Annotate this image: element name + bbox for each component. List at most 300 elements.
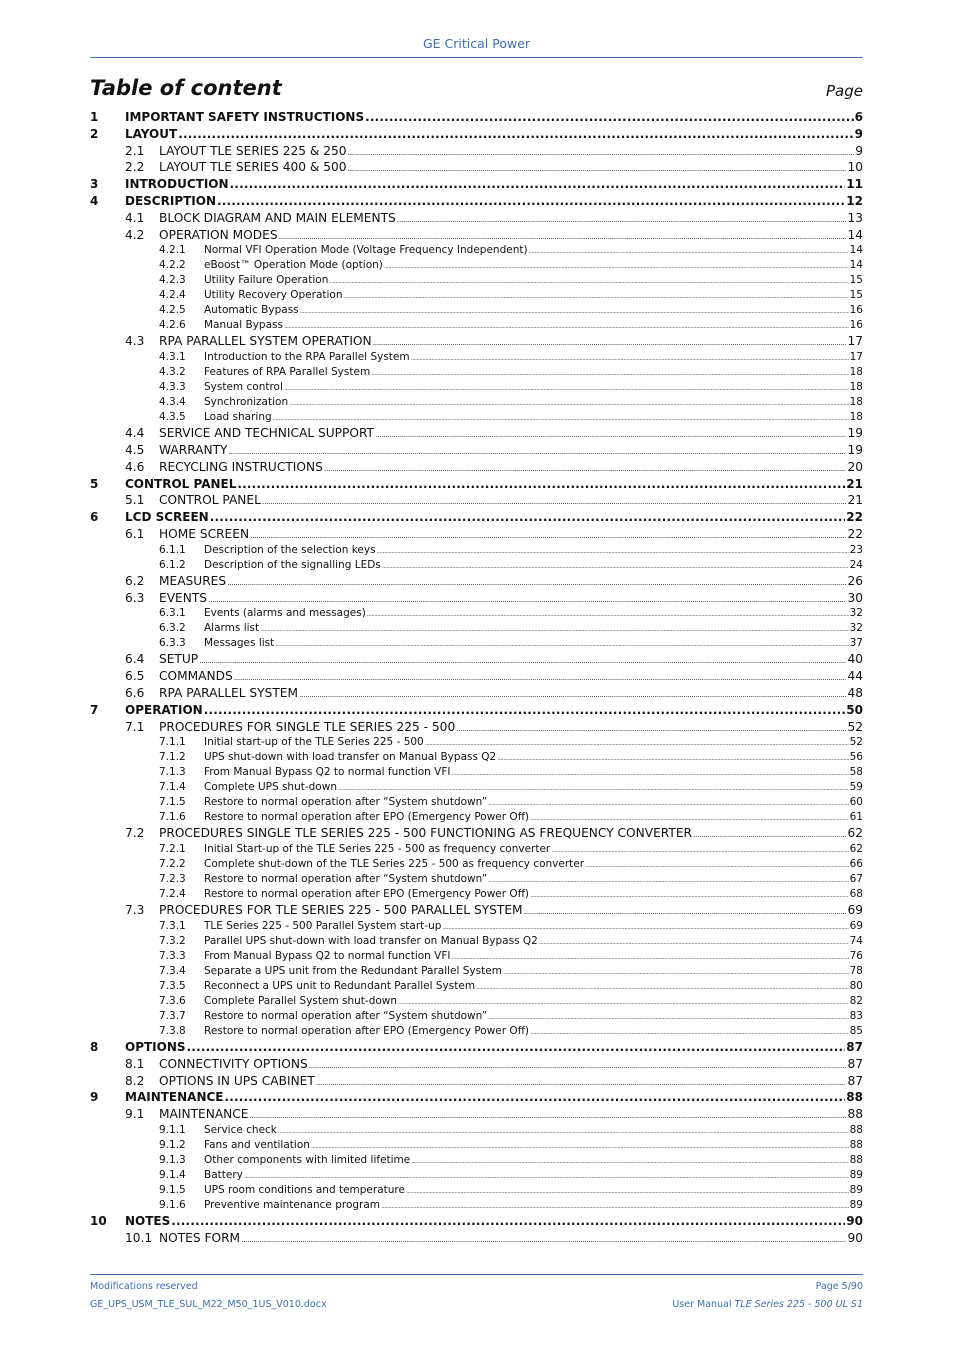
toc-entry-2-1[interactable]: [90, 143, 863, 160]
toc-entry-page: 21: [846, 476, 863, 491]
toc-entry-5-1[interactable]: [90, 492, 863, 509]
toc-entry-number: 4.2.5: [159, 304, 186, 317]
toc-entry-7-1-4[interactable]: [90, 780, 863, 795]
toc-entry-7-3-3[interactable]: [90, 949, 863, 964]
toc-dot-leader: [411, 1154, 848, 1169]
toc-entry-page: 9: [854, 126, 863, 141]
table-of-contents: [90, 109, 863, 1247]
toc-entry-9-1-2[interactable]: [90, 1138, 863, 1153]
toc-entry-4-3-1[interactable]: [90, 350, 863, 365]
toc-entry-page: 60: [849, 796, 863, 809]
toc-dot-leader: [451, 950, 848, 965]
toc-entry-7-1-6[interactable]: [90, 810, 863, 825]
toc-entry-4-2-1[interactable]: [90, 243, 863, 258]
toc-entry-page: 87: [846, 1039, 863, 1054]
toc-entry-7-1-2[interactable]: [90, 750, 863, 765]
toc-entry-number: 4.3.2: [159, 366, 186, 379]
toc-entry-number: 8.2: [125, 1073, 145, 1088]
toc-dot-leader: [529, 244, 849, 259]
toc-entry-number: 2.1: [125, 143, 145, 158]
toc-entry-9-1-4[interactable]: [90, 1168, 863, 1183]
toc-entry-page: 15: [849, 289, 863, 302]
toc-entry-title: CONNECTIVITY OPTIONS: [159, 1056, 308, 1071]
toc-entry-number: 2.2: [125, 160, 145, 175]
toc-entry-number: 4: [90, 193, 99, 208]
toc-entry-4-2-6[interactable]: [90, 318, 863, 333]
toc-dot-leader: [382, 559, 849, 574]
toc-entry-title: Restore to normal operation after EPO (Emergency Power Off): [204, 888, 530, 901]
toc-entry-title: OPERATION MODES: [159, 227, 278, 242]
toc-dot-leader: [411, 351, 849, 366]
toc-entry-7-3-8[interactable]: [90, 1024, 863, 1039]
toc-entry-title: IMPORTANT SAFETY INSTRUCTIONS: [125, 110, 365, 124]
toc-entry-number: 9.1: [125, 1107, 145, 1122]
toc-entry-4-3-2[interactable]: [90, 365, 863, 380]
toc-entry-7-1-5[interactable]: [90, 795, 863, 810]
toc-entry-number: 8: [90, 1039, 99, 1054]
toc-entry-10[interactable]: [90, 1213, 863, 1230]
toc-entry-number: 7.3.7: [159, 1009, 186, 1022]
toc-entry-page: 16: [849, 304, 863, 317]
toc-entry-9-1-1[interactable]: [90, 1123, 863, 1138]
toc-entry-title: System control: [204, 381, 283, 394]
toc-entry-number: 6.1: [125, 526, 145, 541]
footer-manual-title: [672, 1299, 863, 1310]
footer-manual-prefix: User Manual: [672, 1299, 735, 1310]
toc-entry-page: 22: [846, 510, 863, 525]
toc-entry-number: 5: [90, 476, 99, 491]
toc-entry-page: 16: [849, 319, 863, 332]
toc-entry-page: 40: [847, 652, 863, 667]
toc-entry-title: MAINTENANCE: [159, 1107, 249, 1122]
toc-entry-7-1[interactable]: [90, 719, 863, 736]
toc-entry-7-1-3[interactable]: [90, 765, 863, 780]
toc-entry-3[interactable]: [90, 176, 863, 193]
page-header: [90, 36, 863, 51]
toc-entry-page: 62: [847, 826, 863, 841]
toc-entry-7-3[interactable]: [90, 902, 863, 919]
toc-entry-number: 7.1.4: [159, 781, 186, 794]
toc-dot-leader: [289, 396, 849, 411]
toc-entry-number: 6.3.1: [159, 607, 186, 620]
toc-entry-page: 90: [846, 1213, 863, 1228]
toc-entry-title: Restore to normal operation after EPO (Emergency Power Off): [204, 1024, 530, 1037]
toc-entry-page: 32: [849, 607, 863, 620]
toc-entry-6-4[interactable]: [90, 651, 863, 668]
toc-entry-title: NOTES: [125, 1213, 171, 1228]
toc-entry-title: Events (alarms and messages): [204, 607, 366, 620]
toc-entry-4-2-2[interactable]: [90, 258, 863, 273]
toc-entry-4[interactable]: [90, 193, 863, 210]
toc-dot-leader: [497, 751, 848, 766]
toc-entry-number: 9.1.4: [159, 1168, 186, 1181]
toc-entry-page: 24: [849, 558, 863, 571]
toc-entry-page: 9: [855, 143, 863, 158]
footer-filename: GE_UPS_USM_TLE_SUL_M22_M50_1US_V010.docx: [90, 1299, 327, 1310]
toc-entry-6-5[interactable]: [90, 668, 863, 685]
toc-dot-leader: [365, 109, 854, 126]
toc-entry-number: 4.4: [125, 426, 145, 441]
toc-entry-number: 7.2.3: [159, 873, 186, 886]
toc-entry-title: RECYCLING INSTRUCTIONS: [159, 459, 323, 474]
toc-entry-number: 7.3.5: [159, 979, 186, 992]
toc-entry-title: Preventive maintenance program: [204, 1198, 381, 1211]
toc-entry-title: CONTROL PANEL: [125, 476, 237, 491]
toc-entry-title: HOME SCREEN: [159, 526, 250, 541]
toc-entry-page: 13: [847, 210, 863, 225]
toc-entry-7[interactable]: [90, 702, 863, 719]
toc-entry-title: PROCEDURES FOR SINGLE TLE SERIES 225 - 500: [159, 719, 456, 734]
toc-entry-title: Initial start-up of the TLE Series 225 - 500: [204, 736, 424, 749]
toc-entry-title: Features of RPA Parallel System: [204, 366, 371, 379]
toc-entry-page: 67: [849, 873, 863, 886]
toc-entry-2-2[interactable]: [90, 159, 863, 176]
toc-entry-title: MEASURES: [159, 573, 227, 588]
toc-entry-number: 7.3.2: [159, 934, 186, 947]
toc-entry-title: Complete Parallel System shut-down: [204, 994, 398, 1007]
toc-dot-leader: [241, 1232, 846, 1249]
toc-entry-title: Initial Start-up of the TLE Series 225 - 500 as frequency converter: [204, 843, 551, 856]
toc-dot-leader: [539, 935, 849, 950]
toc-entry-title: EVENTS: [159, 590, 208, 605]
toc-entry-4-3-4[interactable]: [90, 395, 863, 410]
toc-entry-7-3-7[interactable]: [90, 1009, 863, 1024]
toc-entry-title: Alarms list: [204, 622, 260, 635]
toc-entry-number: 7.1.5: [159, 796, 186, 809]
toc-dot-leader: [551, 843, 848, 858]
toc-entry-title: Service check: [204, 1123, 277, 1136]
toc-title: Table of content: [90, 76, 282, 100]
toc-entry-title: OPERATION: [125, 702, 203, 717]
toc-entry-6-3-1[interactable]: [90, 606, 863, 621]
toc-entry-number: 4.2.3: [159, 274, 186, 287]
toc-dot-leader: [530, 1025, 849, 1040]
toc-entry-8-1[interactable]: [90, 1056, 863, 1073]
toc-entry-title: Restore to normal operation after EPO (Emergency Power Off): [204, 811, 530, 824]
toc-entry-number: 9.1.5: [159, 1183, 186, 1196]
toc-entry-title: Battery: [204, 1168, 243, 1181]
toc-entry-title: LAYOUT TLE SERIES 400 & 500: [159, 160, 347, 175]
footer-page-number: Page 5/90: [815, 1281, 863, 1292]
toc-entry-4-4[interactable]: [90, 425, 863, 442]
toc-entry-number: 7.3.1: [159, 919, 186, 932]
toc-entry-number: 7.3.4: [159, 964, 186, 977]
toc-dot-leader: [367, 607, 849, 622]
toc-entry-number: 6.1.2: [159, 558, 186, 571]
toc-entry-7-1-1[interactable]: [90, 735, 863, 750]
toc-entry-number: 6.3: [125, 590, 145, 605]
toc-entry-7-2-1[interactable]: [90, 842, 863, 857]
toc-entry-title: Utility Recovery Operation: [204, 289, 343, 302]
toc-entry-title: Description of the signalling LEDs: [204, 558, 381, 571]
toc-entry-title: COMMANDS: [159, 669, 233, 684]
toc-entry-4-3[interactable]: [90, 333, 863, 350]
toc-entry-page: 58: [849, 766, 863, 779]
toc-entry-title: Parallel UPS shut-down with load transfer on Manual Bypass Q2: [204, 934, 538, 947]
toc-entry-number: 6.3.2: [159, 622, 186, 635]
toc-entry-7-3-1[interactable]: [90, 919, 863, 934]
toc-entry-number: 10: [90, 1213, 107, 1228]
toc-dot-leader: [210, 509, 846, 526]
toc-entry-4-3-5[interactable]: [90, 410, 863, 425]
toc-dot-leader: [381, 1199, 849, 1214]
toc-entry-number: 6.5: [125, 669, 145, 684]
toc-entry-page: 56: [849, 751, 863, 764]
toc-dot-leader: [244, 1169, 849, 1184]
toc-dot-leader: [187, 1039, 846, 1056]
toc-entry-title: Restore to normal operation after “System shutdown”: [204, 873, 488, 886]
toc-entry-number: 7.1.6: [159, 811, 186, 824]
toc-entry-title: Synchronization: [204, 396, 289, 409]
toc-entry-page: 69: [849, 919, 863, 932]
toc-entry-number: 7: [90, 702, 99, 717]
toc-dot-leader: [338, 781, 849, 796]
toc-entry-number: 4.3: [125, 334, 145, 349]
toc-entry-title: RPA PARALLEL SYSTEM OPERATION: [159, 334, 372, 349]
toc-entry-number: 7.1: [125, 719, 145, 734]
toc-entry-8-2[interactable]: [90, 1073, 863, 1090]
toc-entry-4-6[interactable]: [90, 459, 863, 476]
toc-entry-page: 62: [849, 843, 863, 856]
toc-entry-title: Messages list: [204, 637, 275, 650]
toc-entry-title: LAYOUT TLE SERIES 225 & 250: [159, 143, 347, 158]
toc-entry-number: 6.2: [125, 573, 145, 588]
toc-entry-number: 9.1.6: [159, 1198, 186, 1211]
toc-entry-page: 26: [847, 573, 863, 588]
toc-entry-title: eBoost™ Operation Mode (option): [204, 259, 383, 272]
toc-entry-7-3-5[interactable]: [90, 979, 863, 994]
toc-entry-7-2[interactable]: [90, 825, 863, 842]
toc-entry-number: 2: [90, 126, 99, 141]
toc-entry-page: 52: [849, 736, 863, 749]
toc-entry-page: 87: [847, 1056, 863, 1071]
toc-entry-6-1[interactable]: [90, 526, 863, 543]
toc-entry-page: 68: [849, 888, 863, 901]
toc-entry-page: 83: [849, 1009, 863, 1022]
toc-entry-page: 20: [847, 459, 863, 474]
toc-entry-9-1[interactable]: [90, 1106, 863, 1123]
toc-entry-6-3[interactable]: [90, 590, 863, 607]
toc-entry-title: INTRODUCTION: [125, 177, 229, 192]
toc-entry-number: 4.3.5: [159, 411, 186, 424]
toc-entry-title: Manual Bypass: [204, 319, 283, 332]
toc-entry-4-2-5[interactable]: [90, 303, 863, 318]
toc-entry-page: 89: [849, 1183, 863, 1196]
toc-dot-leader: [425, 736, 849, 751]
toc-entry-4-5[interactable]: [90, 442, 863, 459]
toc-entry-page: 88: [847, 1107, 863, 1122]
toc-entry-2[interactable]: [90, 126, 863, 143]
toc-dot-leader: [377, 544, 849, 559]
toc-entry-page: 88: [849, 1123, 863, 1136]
toc-entry-4-1[interactable]: [90, 210, 863, 227]
toc-entry-page: 88: [849, 1138, 863, 1151]
toc-dot-leader: [171, 1213, 845, 1230]
toc-entry-title: Automatic Bypass: [204, 304, 299, 317]
toc-entry-4-2-4[interactable]: [90, 288, 863, 303]
toc-entry-page: 89: [849, 1198, 863, 1211]
toc-entry-7-2-2[interactable]: [90, 857, 863, 872]
toc-entry-page: 14: [849, 244, 863, 257]
toc-entry-title: Restore to normal operation after “System shutdown”: [204, 796, 488, 809]
toc-entry-page: 22: [847, 526, 863, 541]
toc-dot-leader: [406, 1184, 849, 1199]
toc-dot-leader: [384, 259, 849, 274]
toc-entry-page: 32: [849, 622, 863, 635]
toc-entry-number: 4.1: [125, 210, 145, 225]
toc-entry-number: 7.3.6: [159, 994, 186, 1007]
toc-entry-1[interactable]: [90, 109, 863, 126]
toc-dot-leader: [284, 319, 849, 334]
toc-dot-leader: [442, 920, 848, 935]
toc-entry-number: 4.3.4: [159, 396, 186, 409]
toc-entry-6-3-3[interactable]: [90, 636, 863, 651]
toc-entry-title: WARRANTY: [159, 442, 228, 457]
toc-entry-title: CONTROL PANEL: [159, 493, 261, 508]
toc-entry-number: 7.3.8: [159, 1024, 186, 1037]
toc-entry-page: 74: [849, 934, 863, 947]
toc-entry-6-6[interactable]: [90, 685, 863, 702]
toc-entry-number: 6.3.3: [159, 637, 186, 650]
toc-entry-4-3-3[interactable]: [90, 380, 863, 395]
toc-entry-number: 7.1.2: [159, 751, 186, 764]
toc-entry-number: 8.1: [125, 1056, 145, 1071]
toc-entry-title: Reconnect a UPS unit to Redundant Parallel System: [204, 979, 476, 992]
toc-entry-page: 18: [849, 381, 863, 394]
toc-entry-page: 23: [849, 543, 863, 556]
toc-dot-leader: [503, 965, 849, 980]
toc-entry-page: 78: [849, 964, 863, 977]
toc-entry-page: 76: [849, 949, 863, 962]
toc-dot-leader: [344, 289, 849, 304]
toc-entry-9-1-6[interactable]: [90, 1198, 863, 1213]
toc-entry-title: UPS room conditions and temperature: [204, 1183, 405, 1196]
toc-entry-page: 17: [849, 351, 863, 364]
toc-entry-6-2[interactable]: [90, 573, 863, 590]
toc-entry-title: SETUP: [159, 652, 199, 667]
toc-entry-number: 4.2.6: [159, 319, 186, 332]
toc-entry-title: OPTIONS IN UPS CABINET: [159, 1073, 315, 1088]
toc-dot-leader: [585, 858, 849, 873]
toc-entry-number: 6.6: [125, 685, 145, 700]
toc-entry-7-3-6[interactable]: [90, 994, 863, 1009]
toc-entry-number: 7.3.3: [159, 949, 186, 962]
toc-dot-leader: [300, 304, 849, 319]
toc-entry-title: OPTIONS: [125, 1039, 186, 1054]
toc-entry-page: 15: [849, 274, 863, 287]
toc-entry-title: From Manual Bypass Q2 to normal function VFI: [204, 949, 451, 962]
toc-entry-number: 6.1.1: [159, 543, 186, 556]
toc-entry-6[interactable]: [90, 509, 863, 526]
toc-entry-title: TLE Series 225 - 500 Parallel System start-up: [204, 919, 442, 932]
toc-entry-9-1-5[interactable]: [90, 1183, 863, 1198]
toc-entry-title: Description of the selection keys: [204, 543, 376, 556]
toc-entry-title: LCD SCREEN: [125, 510, 209, 525]
toc-entry-10-1[interactable]: [90, 1230, 863, 1247]
toc-entry-8[interactable]: [90, 1039, 863, 1056]
toc-entry-9-1-3[interactable]: [90, 1153, 863, 1168]
toc-entry-page: 88: [849, 1153, 863, 1166]
toc-entry-page: 11: [846, 177, 863, 192]
toc-entry-page: 61: [849, 811, 863, 824]
toc-entry-page: 14: [849, 259, 863, 272]
toc-entry-number: 7.2: [125, 826, 145, 841]
page-column-label: Page: [826, 82, 863, 100]
footer-divider: [90, 1274, 863, 1275]
toc-dot-leader: [329, 274, 848, 289]
toc-entry-4-2-3[interactable]: [90, 273, 863, 288]
toc-entry-number: 4.2.4: [159, 289, 186, 302]
toc-entry-6-1-1[interactable]: [90, 543, 863, 558]
toc-entry-number: 4.5: [125, 442, 145, 457]
toc-entry-title: Fans and ventilation: [204, 1138, 310, 1151]
toc-entry-page: 18: [849, 396, 863, 409]
toc-dot-leader: [530, 888, 849, 903]
toc-entry-page: 82: [849, 994, 863, 1007]
toc-entry-number: 10.1: [125, 1230, 153, 1245]
toc-dot-leader: [217, 193, 845, 210]
toc-entry-number: 5.1: [125, 493, 145, 508]
toc-entry-title: Normal VFI Operation Mode (Voltage Frequency Independent): [204, 244, 528, 257]
toc-entry-title: Complete UPS shut-down: [204, 781, 337, 794]
toc-entry-number: 9.1.1: [159, 1123, 186, 1136]
toc-entry-6-1-2[interactable]: [90, 558, 863, 573]
toc-entry-number: 4.6: [125, 459, 145, 474]
toc-entry-7-2-3[interactable]: [90, 872, 863, 887]
toc-entry-page: 85: [849, 1024, 863, 1037]
toc-entry-7-2-4[interactable]: [90, 887, 863, 902]
toc-dot-leader: [230, 176, 846, 193]
toc-entry-page: 90: [847, 1230, 863, 1245]
toc-dot-leader: [451, 766, 848, 781]
toc-entry-6-3-2[interactable]: [90, 621, 863, 636]
toc-entry-number: 4.2: [125, 227, 145, 242]
toc-entry-page: 14: [847, 227, 863, 242]
toc-entry-page: 18: [849, 411, 863, 424]
toc-entry-7-3-4[interactable]: [90, 964, 863, 979]
toc-entry-title: BLOCK DIAGRAM AND MAIN ELEMENTS: [159, 210, 396, 225]
toc-entry-title: From Manual Bypass Q2 to normal function VFI: [204, 766, 451, 779]
header-divider: [90, 57, 863, 58]
toc-entry-page: 17: [847, 334, 863, 349]
toc-entry-number: 9.1.3: [159, 1153, 186, 1166]
toc-entry-title: UPS shut-down with load transfer on Manual Bypass Q2: [204, 751, 497, 764]
toc-entry-number: 7.1.3: [159, 766, 186, 779]
toc-dot-leader: [398, 995, 849, 1010]
toc-entry-4-2[interactable]: [90, 227, 863, 244]
toc-entry-page: 37: [849, 637, 863, 650]
toc-entry-title: RPA PARALLEL SYSTEM: [159, 685, 298, 700]
toc-entry-number: 1: [90, 110, 99, 124]
toc-dot-leader: [284, 381, 849, 396]
ge-brand: GE: [422, 36, 441, 51]
toc-entry-page: 52: [847, 719, 863, 734]
toc-dot-leader: [476, 980, 849, 995]
toc-entry-5[interactable]: [90, 476, 863, 493]
toc-dot-leader: [260, 622, 849, 637]
toc-entry-title: DESCRIPTION: [125, 193, 217, 208]
toc-entry-page: 6: [854, 110, 863, 124]
toc-dot-leader: [530, 811, 849, 826]
toc-entry-9[interactable]: [90, 1089, 863, 1106]
toc-entry-title: Restore to normal operation after “System shutdown”: [204, 1009, 488, 1022]
toc-title-row: [90, 76, 863, 106]
toc-entry-7-3-2[interactable]: [90, 934, 863, 949]
toc-dot-leader: [178, 126, 853, 143]
toc-entry-number: 7.2.4: [159, 888, 186, 901]
toc-entry-number: 7.1.1: [159, 736, 186, 749]
footer-manual-series: TLE Series 225 - 500 UL S1: [734, 1299, 863, 1310]
